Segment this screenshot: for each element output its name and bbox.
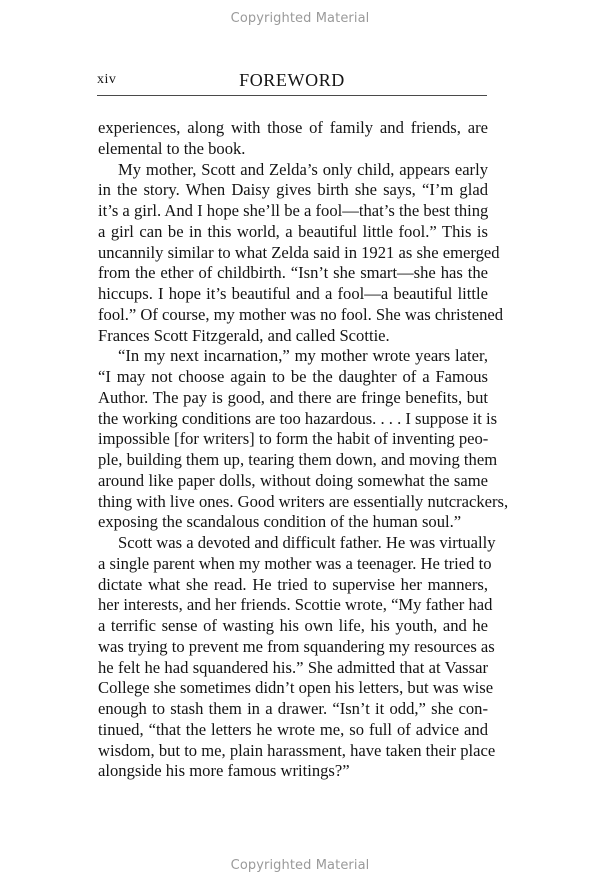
text-line: Frances Scott Fitzgerald, and called Scottie.	[98, 325, 390, 345]
text-line: wisdom, but to me, plain harassment, have taken their place	[98, 740, 496, 760]
text-line: hiccups. I hope it’s beautiful and a fool—a beautiful little	[98, 284, 488, 303]
text-line: ple, building them up, tearing them down, and moving them	[98, 450, 498, 469]
header-rule	[97, 95, 487, 96]
text-line: exposing the scandalous condition of the human soul.”	[98, 512, 462, 532]
paragraph-1	[98, 118, 488, 160]
text-line: a girl can be in this world, a beautiful little fool.” This is	[98, 221, 488, 241]
text-line: a single parent when my mother was a teenager. He tried to	[98, 553, 492, 573]
text-line: enough to stash them in a drawer. “Isn’t it odd,” she con-	[98, 699, 488, 718]
text-line: around like paper dolls, without doing somewhat the same	[98, 470, 488, 490]
text-line: thing with live ones. Good writers are essentially nutcrackers,	[98, 491, 509, 511]
body-text	[98, 118, 509, 782]
text-line: alongside his more famous writings?”	[98, 761, 350, 781]
paragraph-2	[98, 159, 504, 347]
text-line: fool.” Of course, my mother was no fool. She was christened	[98, 304, 504, 324]
text-line: “In my next incarnation,” my mother wrote years later,	[118, 346, 488, 366]
text-line: impossible [for writers] to form the habit of inventing peo-	[98, 429, 489, 449]
paragraph-3	[98, 346, 509, 533]
page-header	[97, 70, 487, 94]
text-line: from the ether of childbirth. “Isn’t she smart—she has the	[98, 263, 488, 283]
text-line: elemental to the book.	[98, 138, 246, 158]
page-number: xiv	[97, 72, 117, 87]
text-line: uncannily similar to what Zelda said in 1921 as she emerged	[98, 242, 500, 262]
watermark-top: Copyrighted Material	[230, 11, 370, 26]
text-line: the working conditions are too hazardous. . . . I suppose it is	[98, 408, 498, 428]
text-line: it’s a girl. And I hope she’ll be a fool—that’s the best thing	[98, 201, 489, 220]
text-line: was trying to prevent me from squandering my resources as	[98, 636, 495, 656]
text-line: a terrific sense of wasting his own life, his youth, and he	[98, 616, 488, 635]
watermark-bottom: Copyrighted Material	[230, 858, 370, 873]
text-line: tinued, “that the letters he wrote me, so full of advice and	[98, 719, 488, 739]
text-line: College she sometimes didn’t open his letters, but was wise	[98, 678, 494, 698]
running-head: FOREWORD	[239, 70, 345, 90]
paragraph-4	[98, 533, 496, 782]
text-line: Author. The pay is good, and there are fringe benefits, but	[98, 387, 488, 407]
text-line: her interests, and her friends. Scottie wrote, “My father had	[98, 595, 493, 615]
text-line: My mother, Scott and Zelda’s only child, appears early	[118, 159, 488, 179]
text-line: dictate what she read. He tried to supervise her manners,	[98, 574, 488, 594]
text-line: experiences, along with those of family and friends, are	[98, 118, 488, 137]
text-line: Scott was a devoted and difficult father. He was virtually	[118, 533, 496, 552]
text-line: “I may not choose again to be the daughter of a Famous	[98, 367, 488, 386]
text-line: in the story. When Daisy gives birth she says, “I’m glad	[98, 180, 488, 200]
text-line: he felt he had squandered his.” She admitted that at Vassar	[98, 657, 488, 677]
